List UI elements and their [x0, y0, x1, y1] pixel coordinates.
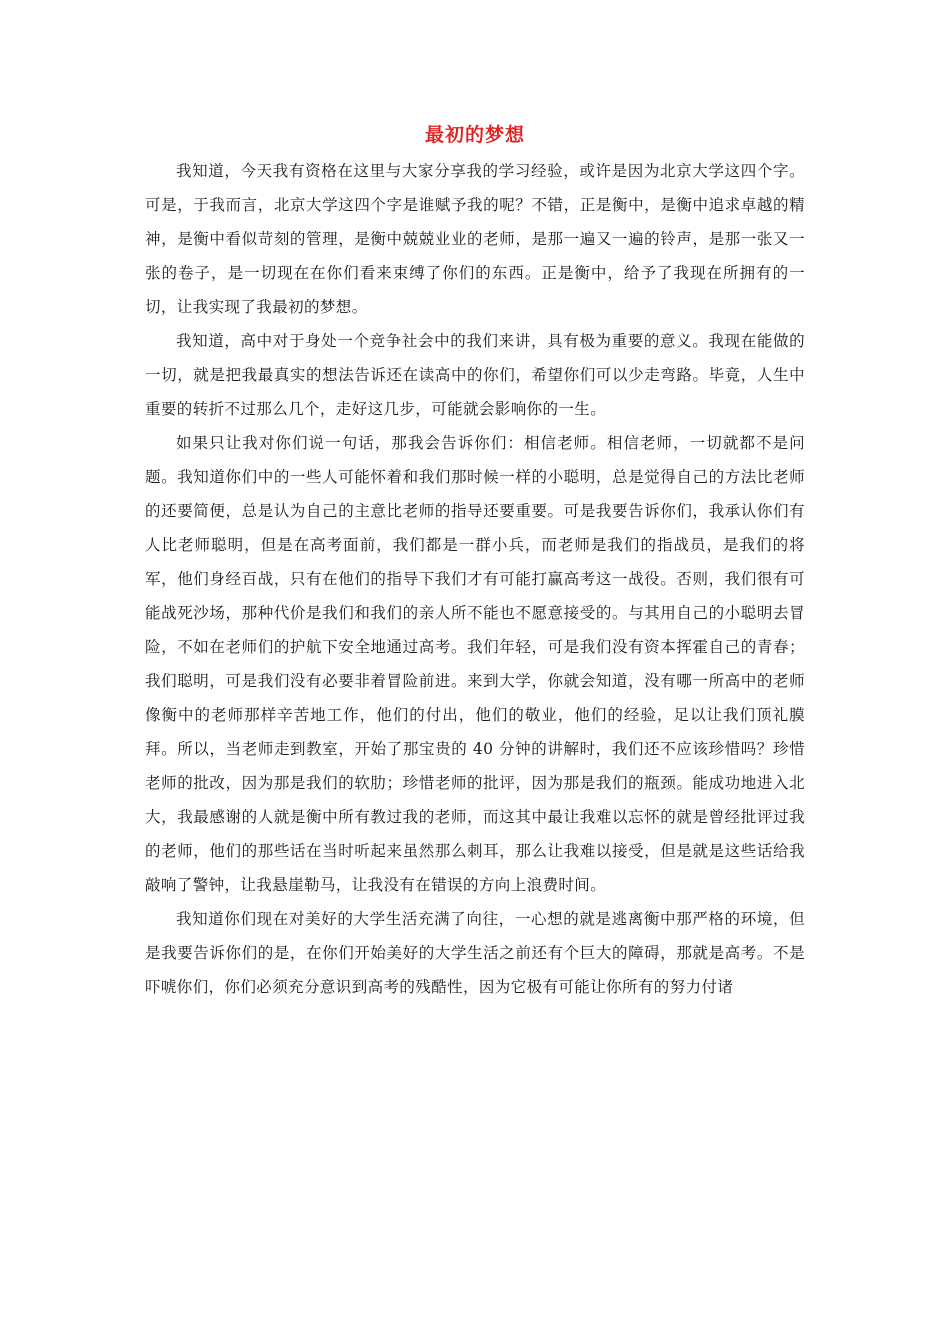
document-page: [145, 120, 805, 1004]
paragraph-1: 我知道，今天我有资格在这里与大家分享我的学习经验，或许是因为北京大学这四个字。可是，于我而言，北京大学这四个字是谁赋予我的呢？不错，正是衡中，是衡中追求卓越的精神，是衡中看似苛刻的管理，是衡中兢兢业业的老师，是那一遍又一遍的铃声，是那一张又一张的卷子，是一切现在在你们看来束缚了你们的东西。正是衡中，给予了我现在所拥有的一切，让我实现了我最初的梦想。: [145, 162, 805, 316]
paragraph-4: 我知道你们现在对美好的大学生活充满了向往，一心想的就是逃离衡中那严格的环境，但是我要告诉你们的是，在你们开始美好的大学生活之前还有个巨大的障碍，那就是高考。不是吓唬你们，你们必须充分意识到高考的残酷性，因为它极有可能让你所有的努力付诸: [145, 910, 805, 996]
paragraph-3: 如果只让我对你们说一句话，那我会告诉你们：相信老师。相信老师，一切就都不是问题。我知道你们中的一些人可能怀着和我们那时候一样的小聪明，总是觉得自己的方法比老师的还要简便，总是认为自己的主意比老师的指导还要重要。可是我要告诉你们，我承认你们有人比老师聪明，但是在高考面前，我们都是一群小兵，而老师是我们的指战员，是我们的将军，他们身经百战，只有在他们的指导下我们才有可能打赢高考这一战役。否则，我们很有可能战死沙场，那种代价是我们和我们的亲人所不能也不愿意接受的。与其用自己的小聪明去冒险，不如在老师们的护航下安全地通过高考。我们年轻，可是我们没有资本挥霍自己的青春；我们聪明，可是我们没有必要非着冒险前进。来到大学，你就会知道，没有哪一所高中的老师像衡中的老师那样辛苦地工作，他们的付出，他们的敬业，他们的经验，足以让我们顶礼膜拜。所以，当老师走到教室，开始了那宝贵的 40 分钟的讲解时，我们还不应该珍惜吗？珍惜老师的批改，因为那是我们的软肋；珍惜老师的批评，因为那是我们的瓶颈。能成功地进入北大，我最感谢的人就是衡中所有教过我的老师，而这其中最让我难以忘怀的就是曾经批评过我的老师，他们的那些话在当时听起来虽然那么刺耳，那么让我难以接受，但是就是这些话给我敲响了警钟，让我悬崖勒马，让我没有在错误的方向上浪费时间。: [145, 434, 805, 894]
document-title: 最初的梦想: [424, 124, 525, 146]
paragraph-2: 我知道，高中对于身处一个竞争社会中的我们来讲，具有极为重要的意义。我现在能做的一切，就是把我最真实的想法告诉还在读高中的你们，希望你们可以少走弯路。毕竟，人生中重要的转折不过那么几个，走好这几步，可能就会影响你的一生。: [145, 332, 805, 418]
